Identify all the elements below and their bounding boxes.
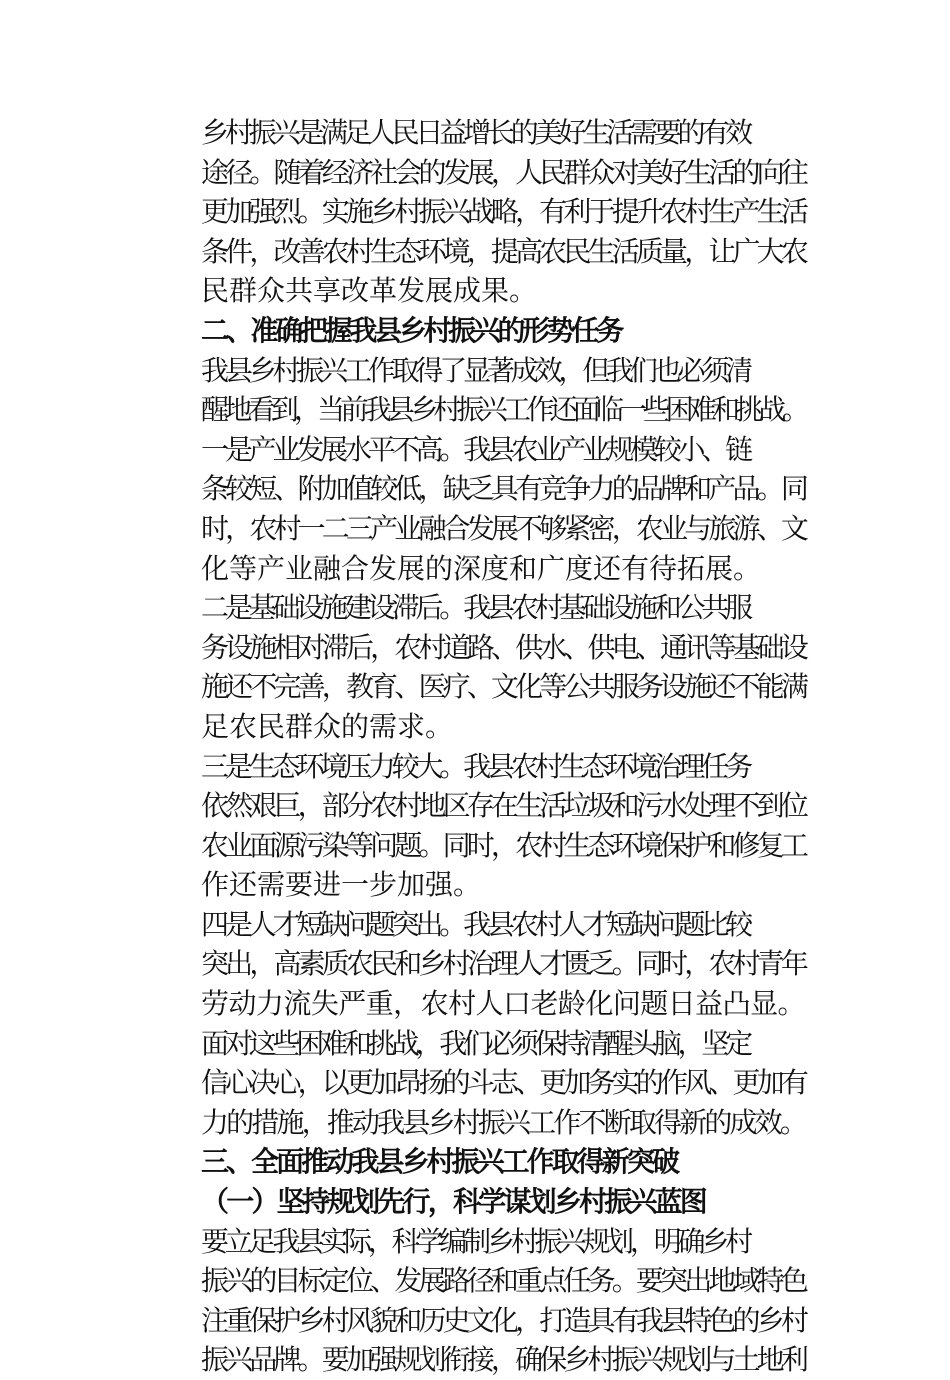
text-line: 我县乡村振兴工作取得了显著成效，但我们也必须清 <box>201 353 750 387</box>
body-paragraph <box>145 430 805 588</box>
text-line: 要立足我县实际，科学编制乡村振兴规划，明确乡村 <box>201 1224 750 1258</box>
text-line: 劳动力流失严重，农村人口老龄化问题日益凸显。 <box>201 987 806 1021</box>
section-heading <box>145 1142 805 1182</box>
text-line: 三、全面推动我县乡村振兴工作取得新突破 <box>201 1145 678 1179</box>
body-paragraph <box>145 747 805 905</box>
text-line: 依然艰巨，部分农村地区存在生活垃圾和污水处理不到位 <box>201 789 806 823</box>
text-line: 四是人才短缺问题突出。我县农村人才短缺问题比较 <box>201 907 750 941</box>
body-paragraph <box>145 1024 805 1143</box>
text-line: 务设施相对滞后，农村道路、供水、供电、通讯等基础设 <box>201 630 806 664</box>
body-paragraph <box>145 1222 805 1380</box>
text-line: 农业面源污染等问题。同时，农村生态环境保护和修复工 <box>201 828 806 862</box>
text-line: 足农民群众的需求。 <box>201 709 454 743</box>
body-paragraph <box>145 351 805 430</box>
text-line: 注重保护乡村风貌和历史文化，打造具有我县特色的乡村 <box>201 1303 806 1337</box>
text-line: 振兴的目标定位、发展路径和重点任务。要突出地域特色 <box>201 1264 806 1298</box>
text-line: 时，农村一二三产业融合发展不够紧密，农业与旅游、文 <box>201 511 806 545</box>
text-line: 突出，高素质农民和乡村治理人才匮乏。同时，农村青年 <box>201 947 806 981</box>
text-line: 一是产业发展水平不高。我县农业产业规模较小、链 <box>201 432 750 466</box>
text-line: 民群众共享改革发展成果。 <box>201 274 538 308</box>
body-paragraph <box>145 588 805 746</box>
text-line: 条件，改善农村生态环境，提高农民生活质量，让广大农 <box>201 234 806 268</box>
text-line: 二是基础设施建设滞后。我县农村基础设施和公共服 <box>201 591 750 625</box>
subsection-heading <box>145 1182 805 1222</box>
text-line: （一）坚持规划先行，科学谋划乡村振兴蓝图 <box>201 1185 706 1219</box>
text-line: 面对这些困难和挑战，我们必须保持清醒头脑，坚定 <box>201 1026 750 1060</box>
document-page <box>145 113 805 1380</box>
text-line: 三是生态环境压力较大。我县农村生态环境治理任务 <box>201 749 750 783</box>
text-line: 醒地看到，当前我县乡村振兴工作还面临一些困难和挑战。 <box>201 393 806 427</box>
section-heading <box>145 311 805 351</box>
text-line: 化等产业融合发展的深度和广度还有待拓展。 <box>201 551 762 585</box>
text-line: 振兴品牌。要加强规划衔接，确保乡村振兴规划与土地利 <box>201 1343 806 1377</box>
body-paragraph <box>145 905 805 1024</box>
text-line: 乡村振兴是满足人民日益增长的美好生活需要的有效 <box>201 116 750 149</box>
text-line: 更加强烈。实施乡村振兴战略，有利于提升农村生产生活 <box>201 195 806 229</box>
text-line: 力的措施，推动我县乡村振兴工作不断取得新的成效。 <box>201 1105 806 1139</box>
text-line: 途径。随着经济社会的发展，人民群众对美好生活的向往 <box>201 155 806 189</box>
text-line: 信心决心，以更加昂扬的斗志、更加务实的作风、更加有 <box>201 1066 806 1100</box>
text-line: 作还需要进一步加强。 <box>201 868 482 902</box>
text-line: 条较短、附加值较低，缺乏具有竞争力的品牌和产品。同 <box>201 472 806 506</box>
text-line: 二、准确把握我县乡村振兴的形势任务 <box>201 313 622 347</box>
text-line: 施还不完善，教育、医疗、文化等公共服务设施还不能满 <box>201 670 806 704</box>
body-paragraph <box>145 113 805 311</box>
